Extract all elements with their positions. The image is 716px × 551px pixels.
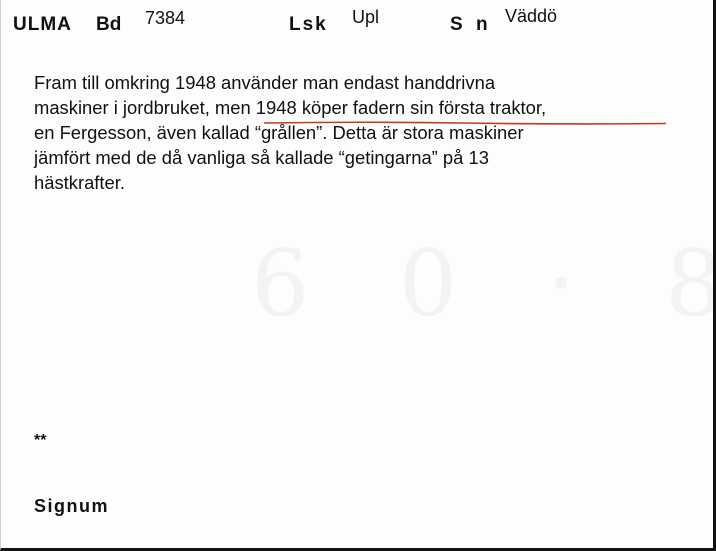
stars-marker: **	[34, 432, 47, 449]
body-line: jämfört med de då vanliga så kallade “getingarna” på 13	[34, 147, 489, 168]
reverse-side-bleed-through	[251, 230, 716, 337]
card-body-text	[34, 70, 694, 195]
bd-value: 7384	[145, 8, 186, 28]
body-line: Fram till omkring 1948 använder man endast handdrivna	[34, 72, 496, 93]
body-line: en Fergesson, även kallad “grållen”. Detta är stora maskiner	[34, 122, 524, 143]
lsk-label: Lsk	[289, 14, 328, 35]
ulma-label: ULMA	[13, 14, 72, 35]
red-pen-underline	[263, 120, 667, 126]
bd-label: Bd	[96, 14, 122, 35]
sn-value: Väddö	[505, 6, 558, 26]
lsk-value: Upl	[352, 7, 380, 27]
body-line: hästkrafter.	[34, 172, 125, 193]
sn-label: S n	[450, 14, 492, 35]
signum-label: Signum	[34, 496, 109, 516]
body-line: maskiner i jordbruket, men 1948 köper fadern sin första traktor,	[34, 97, 547, 118]
